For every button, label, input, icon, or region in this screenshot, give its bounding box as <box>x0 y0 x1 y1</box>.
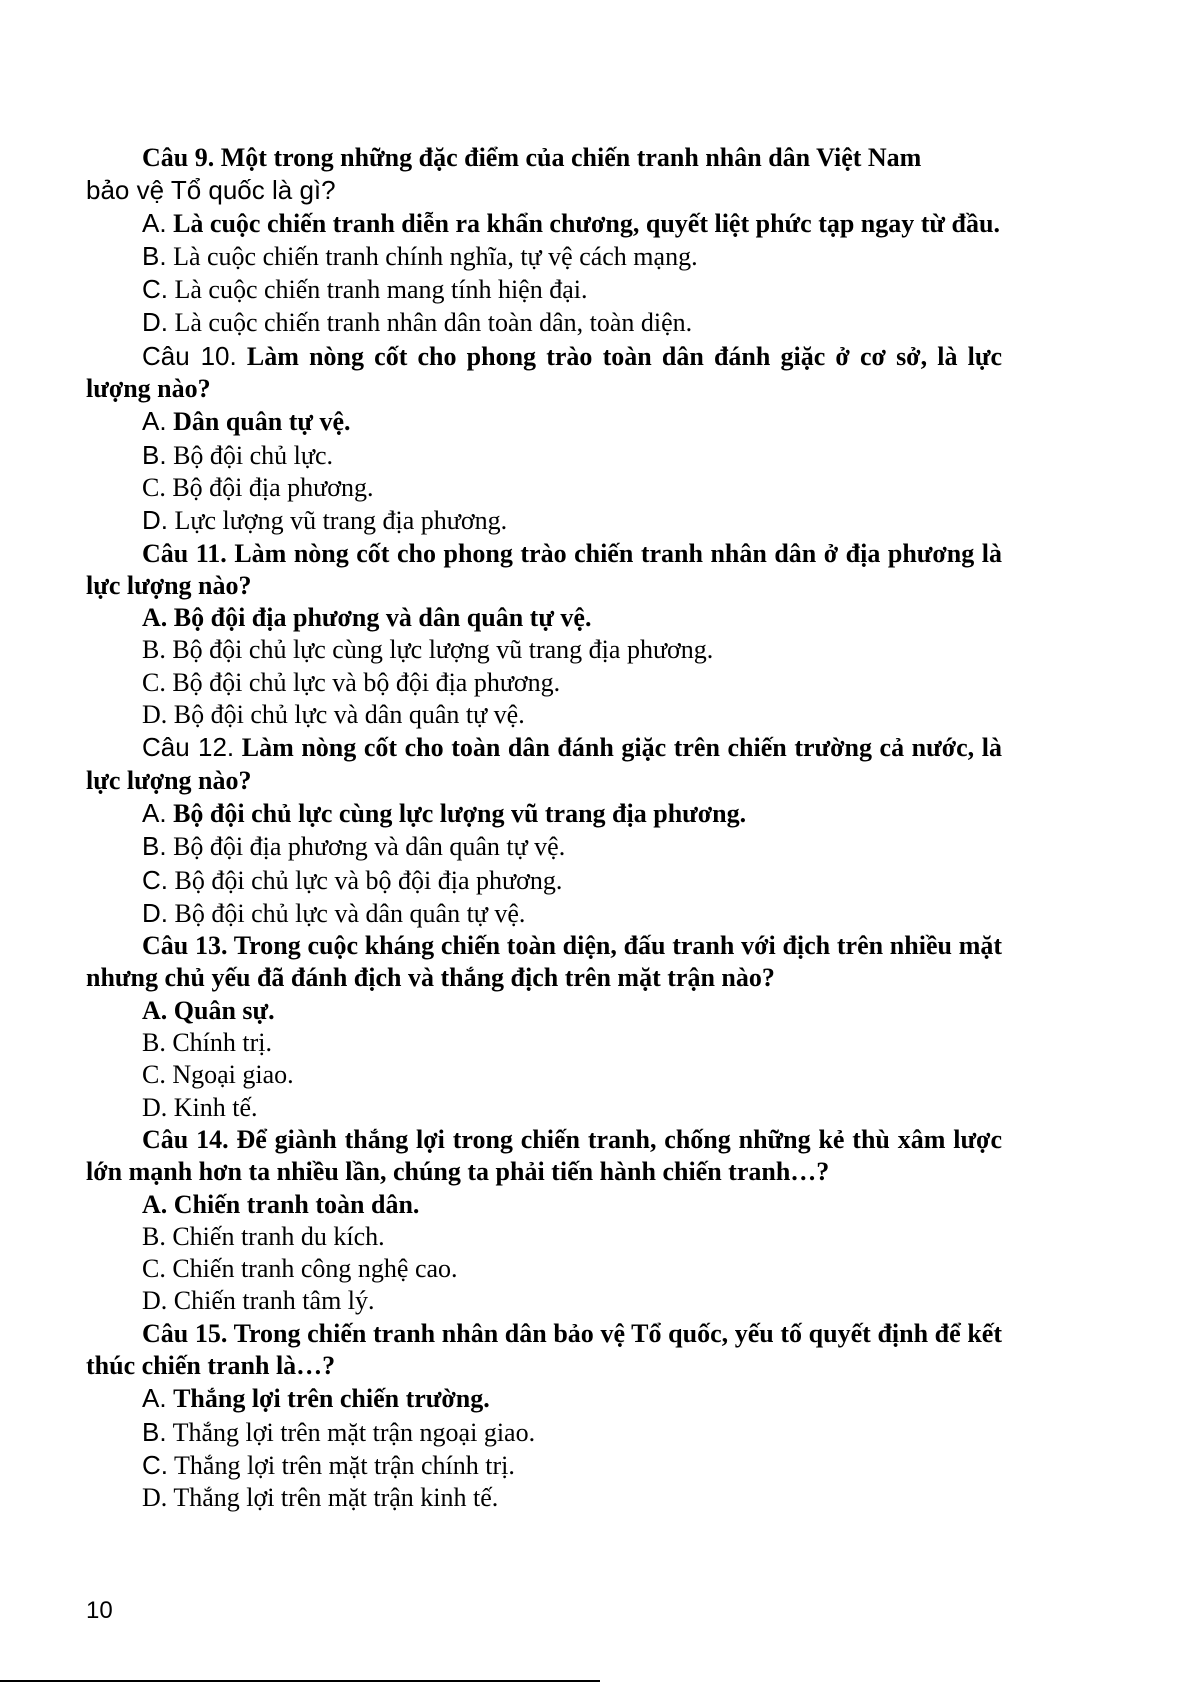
question-list <box>86 142 1002 1514</box>
question-number: Câu 10. <box>142 340 237 371</box>
option-a: A. Bộ đội chủ lực cùng lực lượng vũ trang địa phương. <box>142 797 747 828</box>
option-c: C. Bộ đội chủ lực và bộ đội địa phương. <box>142 667 561 697</box>
option-a: A. Chiến tranh toàn dân. <box>142 1189 420 1219</box>
option-a: A. Quân sự. <box>142 995 275 1025</box>
option-d: D. Thắng lợi trên mặt trận kinh tế. <box>142 1483 499 1513</box>
option-c: C. Thắng lợi trên mặt trận chính trị. <box>142 1449 515 1480</box>
bottom-divider <box>0 1680 600 1682</box>
question-number: Câu 14. <box>142 1124 229 1154</box>
option-d: D. Bộ đội chủ lực và dân quân tự vệ. <box>142 897 526 928</box>
question-13 <box>86 930 1002 995</box>
question-15 <box>86 1318 1002 1383</box>
page-number: 10 <box>86 1597 113 1624</box>
option-d: D. Lực lượng vũ trang địa phương. <box>142 505 508 536</box>
question-9 <box>86 142 1002 174</box>
question-text: Trong cuộc kháng chiến toàn diện, đấu tranh với địch trên nhiều mặt nhưng chủ yếu đã đánh địch và thắng địch trên mặt trận nào? <box>86 931 1003 993</box>
option-a: A. Dân quân tự vệ. <box>142 406 351 437</box>
question-11 <box>86 538 1002 603</box>
option-d: D. Chiến tranh tâm lý. <box>142 1286 375 1316</box>
option-c: C. Bộ đội chủ lực và bộ đội địa phương. <box>142 864 563 895</box>
question-number: Câu 9. <box>142 143 215 172</box>
option-a: A. Thắng lợi trên chiến trường. <box>142 1383 490 1414</box>
question-text: Làm nòng cốt cho toàn dân đánh giặc trên chiến trường cả nước, là lực lượng nào? <box>86 733 1002 795</box>
option-b: B. Chính trị. <box>142 1028 273 1058</box>
option-c: C. Là cuộc chiến tranh mang tính hiện đại. <box>142 274 588 305</box>
question-10 <box>86 340 1002 406</box>
question-number: Câu 12. <box>142 732 235 763</box>
question-text: Làm nòng cốt cho phong trào chiến tranh nhân dân ở địa phương là lực lượng nào? <box>86 538 1002 600</box>
question-text: Để giành thắng lợi trong chiến tranh, chống những kẻ thù xâm lược lớn mạnh hơn ta nhiều lần, chúng ta phải tiến hành chiến tranh…? <box>86 1124 1002 1187</box>
option-c: C. Ngoại giao. <box>142 1060 294 1090</box>
option-b: B. Bộ đội chủ lực cùng lực lượng vũ trang địa phương. <box>142 635 714 665</box>
question-12 <box>86 731 1002 797</box>
question-number: Câu 13. <box>142 931 228 961</box>
question-14 <box>86 1124 1002 1189</box>
option-b: B. Là cuộc chiến tranh chính nghĩa, tự vệ cách mạng. <box>142 240 698 271</box>
option-d: D. Là cuộc chiến tranh nhân dân toàn dân, toàn diện. <box>142 307 693 338</box>
option-a: A. Bộ đội địa phương và dân quân tự vệ. <box>142 603 592 633</box>
question-9-continuation: bảo vệ Tổ quốc là gì? <box>86 175 336 206</box>
option-d: D. Kinh tế. <box>142 1092 258 1122</box>
option-d: D. Bộ đội chủ lực và dân quân tự vệ. <box>142 700 525 730</box>
question-number: Câu 11. <box>142 538 227 568</box>
option-c: C. Bộ đội địa phương. <box>142 472 374 502</box>
option-b: B. Bộ đội chủ lực. <box>142 439 334 470</box>
option-c: C. Chiến tranh công nghệ cao. <box>142 1254 458 1284</box>
option-b: B. Chiến tranh du kích. <box>142 1221 385 1251</box>
question-text: Làm nòng cốt cho phong trào toàn dân đánh giặc ở cơ sở, là lực lượng nào? <box>86 341 1002 404</box>
option-a: A. Là cuộc chiến tranh diễn ra khẩn chương, quyết liệt phức tạp ngay từ đầu. <box>142 207 1000 238</box>
question-number: Câu 15. <box>142 1318 228 1348</box>
option-b: B. Bộ đội địa phương và dân quân tự vệ. <box>142 831 566 862</box>
question-text: Một trong những đặc điểm của chiến tranh nhân dân Việt Nam <box>220 143 922 172</box>
question-text: Trong chiến tranh nhân dân bảo vệ Tổ quốc, yếu tố quyết định để kết thúc chiến tranh là…? <box>86 1318 1002 1380</box>
option-b: B. Thắng lợi trên mặt trận ngoại giao. <box>142 1416 536 1447</box>
